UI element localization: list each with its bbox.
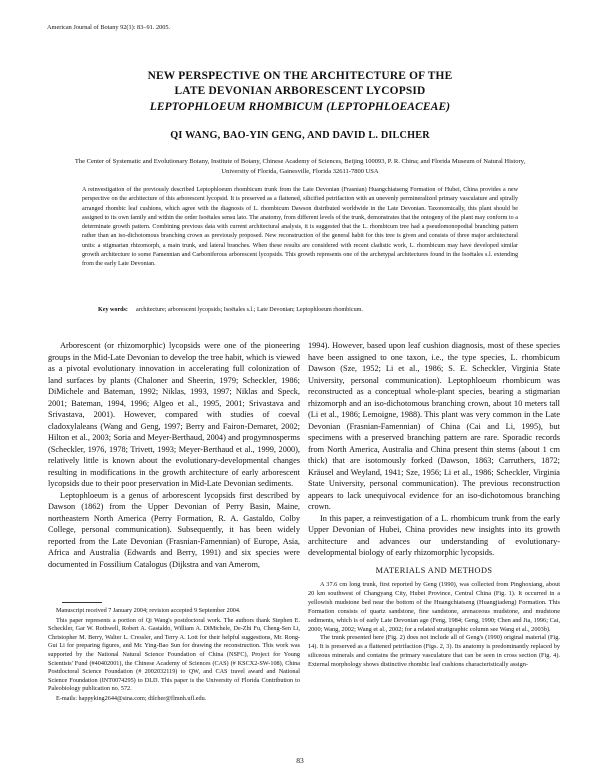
- footnotes: [48, 607, 300, 705]
- author-list: QI WANG, BAO-YIN GENG, AND DAVID L. DILCHER: [170, 130, 430, 141]
- right-column: [308, 340, 560, 670]
- page-number: 83: [296, 756, 304, 765]
- title-line-2: LATE DEVONIAN ARBORESCENT LYCOPSID: [174, 85, 426, 97]
- title-line-1: NEW PERSPECTIVE ON THE ARCHITECTURE OF THE: [147, 70, 453, 82]
- methods-paragraph-1: A 37.6 cm long trunk, first reported by Geng (1990), was collected from Pinghoxiang, about 20 km southwest of Changyang City, Hubei Province, Central China (Fig. 1). It occurred in a yellowish mudstone bed near the bottom of the Huangchiatseng (Huangjiadeng) Formation. This Formation consists of quartz sandstone, fine sandstone, arenaceous mudstone, and mudstone sediments, which is of early Late Devonian age (Feng, 1984; Geng, 1990; Chen and Jia, 1996; Cai, 2000; Wang, 2002; Wang et al., 2002; for a related stratigraphic column see Wang et al., 2003b).: [308, 581, 560, 633]
- footnote-emails: E-mails: happyking2644@sina.com; dilcher@flmnh.ufl.edu.: [56, 694, 207, 702]
- keywords: [98, 307, 363, 313]
- keywords-text: architecture; arborescent lycopsids; Isoëtales s.l.; Late Devonian; Leptophloeum rhombicum.: [135, 307, 363, 313]
- footnote-acknowledgments: This paper represents a portion of Qi Wang's postdoctoral work. The authors thank Stephen E. Scheckler, Gar W. Rothwell, Robert A. Gastaldo, William A. DiMichele, De-Zhi Fu, Cheng-Sen Li, Christopher M. Berry, Walter L. Cressler, and Terry A. Lott for their helpful suggestions, Mr. Rong-Gui Li for preparing figures, and Mr. Ying-Bao Sun for drawing the reconstruction. This work was supported by the National Natural Science Foundation of China (NSFC), Project for Young Scientists' Fund (#40402001), the Chinese Academy of Sciences (CAS) (# KSCX2-SW-108), China Postdoctoral Science Foundation (# 2002032119) to QW, and CAS travel award and National Science Foundation (INT0074295) to DLD. This paper is the University of Florida Contribution to Paleobiology publication no. 572.: [48, 616, 300, 693]
- section-heading-methods: MATERIALS AND METHODS: [375, 565, 493, 575]
- intro-paragraph-3: 1994). However, based upon leaf cushion diagnosis, most of these species have been assigned to one taxon, i.e., the type species, L. rhombicum Dawson (Sze, 1952; Li et al., 1986; S. E. Scheckler, Virginia State University, personal communication). Leptophloeum rhombicum was reconstructed as a conceptual whole-plant species, bearing a stigmarian rhizomorph and an iso-dichotomous branching crown, about 10 meters tall (Li et al., 1986; Lemoigne, 1988). This plant was very common in the Late Devonian (Frasnian-Famennian) of China (Cai and Li, 1995), but specimens with a preserved branching pattern are rare. Sporadic records from North America, Australia and China present thin stems (about 1 cm thick) that are isotomously forked (Dawson, 1863; Carruthers, 1872; Kräusel and Weyland, 1941; Sze, 1956; Li et al., 1986; Scheckler, Virginia State University, personal communication). The previous reconstruction appears to lack unequivocal evidence for an iso-dichotomous branching crown.: [308, 341, 560, 511]
- affiliations: The Center of Systematic and Evolutionary Botany, Institute of Botany, Chinese Academy of Sciences, Beijing 100093, P. R. China; and Florida Museum of Natural History, University of Florida, Gainesville, Florida 32611-7800 USA: [74, 158, 526, 175]
- footnote-divider: [62, 602, 102, 603]
- left-column: [48, 340, 300, 570]
- intro-paragraph-2: Leptophloeum is a genus of arborescent lycopsids first described by Dawson (1862) from the Upper Devonian of Perry Basin, Maine, northeastern North America (Perry Formation, R. A. Gastaldo, Colby College, personal communication). Subsequently, it has been widely reported from the Late Devonian (Frasnian-Famennian) of Europe, Asia, Africa and Australia (Edwards and Berry, 1991) and six species were documented in Fossilium Catalogus (Dijkstra and van Amerom,: [48, 490, 300, 569]
- journal-citation: American Journal of Botany 92(1): 83–91. 2005.: [47, 24, 171, 31]
- methods-paragraph-2: The trunk presented here (Fig. 2) does not include all of Geng's (1990) original material (Fig. 14). It is preserved as a flattened petrifaction (Figs. 2, 3). Its anatomy is predominantly replaced by siliceous minerals and contains the primary vasculature that can be seen in cross section (Fig. 4). External morphology shows distinctive rhombic leaf cushions characteristically assign-: [308, 634, 560, 669]
- footnote-received: Manuscript received 7 January 2004; revision accepted 9 September 2004.: [56, 607, 241, 614]
- keywords-label: Key words:: [98, 307, 128, 313]
- intro-paragraph-4: In this paper, a reinvestigation of a L. rhombicum trunk from the early Upper Devonian of Hubei, China provides new insights into its growth architecture and advances our understanding of evolutionary-developmental biology of early rhizomorphic lycopsids.: [308, 513, 560, 557]
- title-line-3: LEPTOPHLOEUM RHOMBICUM (LEPTOPHLOEACEAE): [149, 101, 451, 113]
- abstract: A reinvestigation of the previously described Leptophloeum rhombicum trunk from the Late Devonian (Frasnian) Huangchiatseng Formation of Hubei, China provides a new perspective on the architecture of this arborescent lycopsid. It is preserved as a flattened, silicified petrifaction with an unevenly permineralized primary vasculature and spirally arranged rhombic leaf cushions, which agree with the diagnosis of L. rhombicum Dawson distributed worldwide in the Late Devonian. Taxonomically, this plant should be assigned to its own family and within the order Isoëtales sensu lato. The anatomy, from different levels of the trunk, demonstrates that the ontogeny of the plant may conform to a determinate growth pattern. Combining previous data with current architectural analysis, it is suggested that the L. rhombicum tree had a pseudomonopodial branching pattern rather than an iso-dichotomous branching crown as previously proposed. New reconstruction of the general habit for this tree is given and consists of three major architectural units: a stigmarian rhizomorph, a main trunk, and lateral branches. When these results are considered with recent cladistic work, L. rhombicum may have developed similar growth architecture to some Famennian and Carboniferous arborescent lycopsids. This growth represents one of the archetypal architectures found in the Isoëtales s.l. extending from the early Late Devonian.: [82, 187, 518, 268]
- intro-paragraph-1: Arborescent (or rhizomorphic) lycopsids were one of the pioneering groups in the Mid-Late Devonian to develop the tree habit, which is viewed as a pivotal evolutionary innovation in accelerating full colonization of land surfaces by plants (Chaloner and Sheerin, 1979; Scheckler, 1986; DiMichele and Bateman, 1992; Niklas, 1993, 1997; Niklas and Speck, 2001; Bateman, 1994, 1996; Algeo et al., 1995, 2001; Srivastava and Srivastava, 2001). However, compared with studies of coeval cladoxylaleans (Wang and Geng, 1997; Berry and Fairon-Demaret, 2002; Hilton et al., 2003; Soria and Meyer-Berthaud, 2004) and progymnosperms (Scheckler, 1976, 1978; Trivett, 1993; Meyer-Berthaud et al., 1999, 2000), relatively little is known about the evolutionary-developmental changes resulting in modifications in the growth architecture of early arborescent lycopsids due to their poor preservation in Mid-Late Devonian sediments.: [48, 341, 300, 488]
